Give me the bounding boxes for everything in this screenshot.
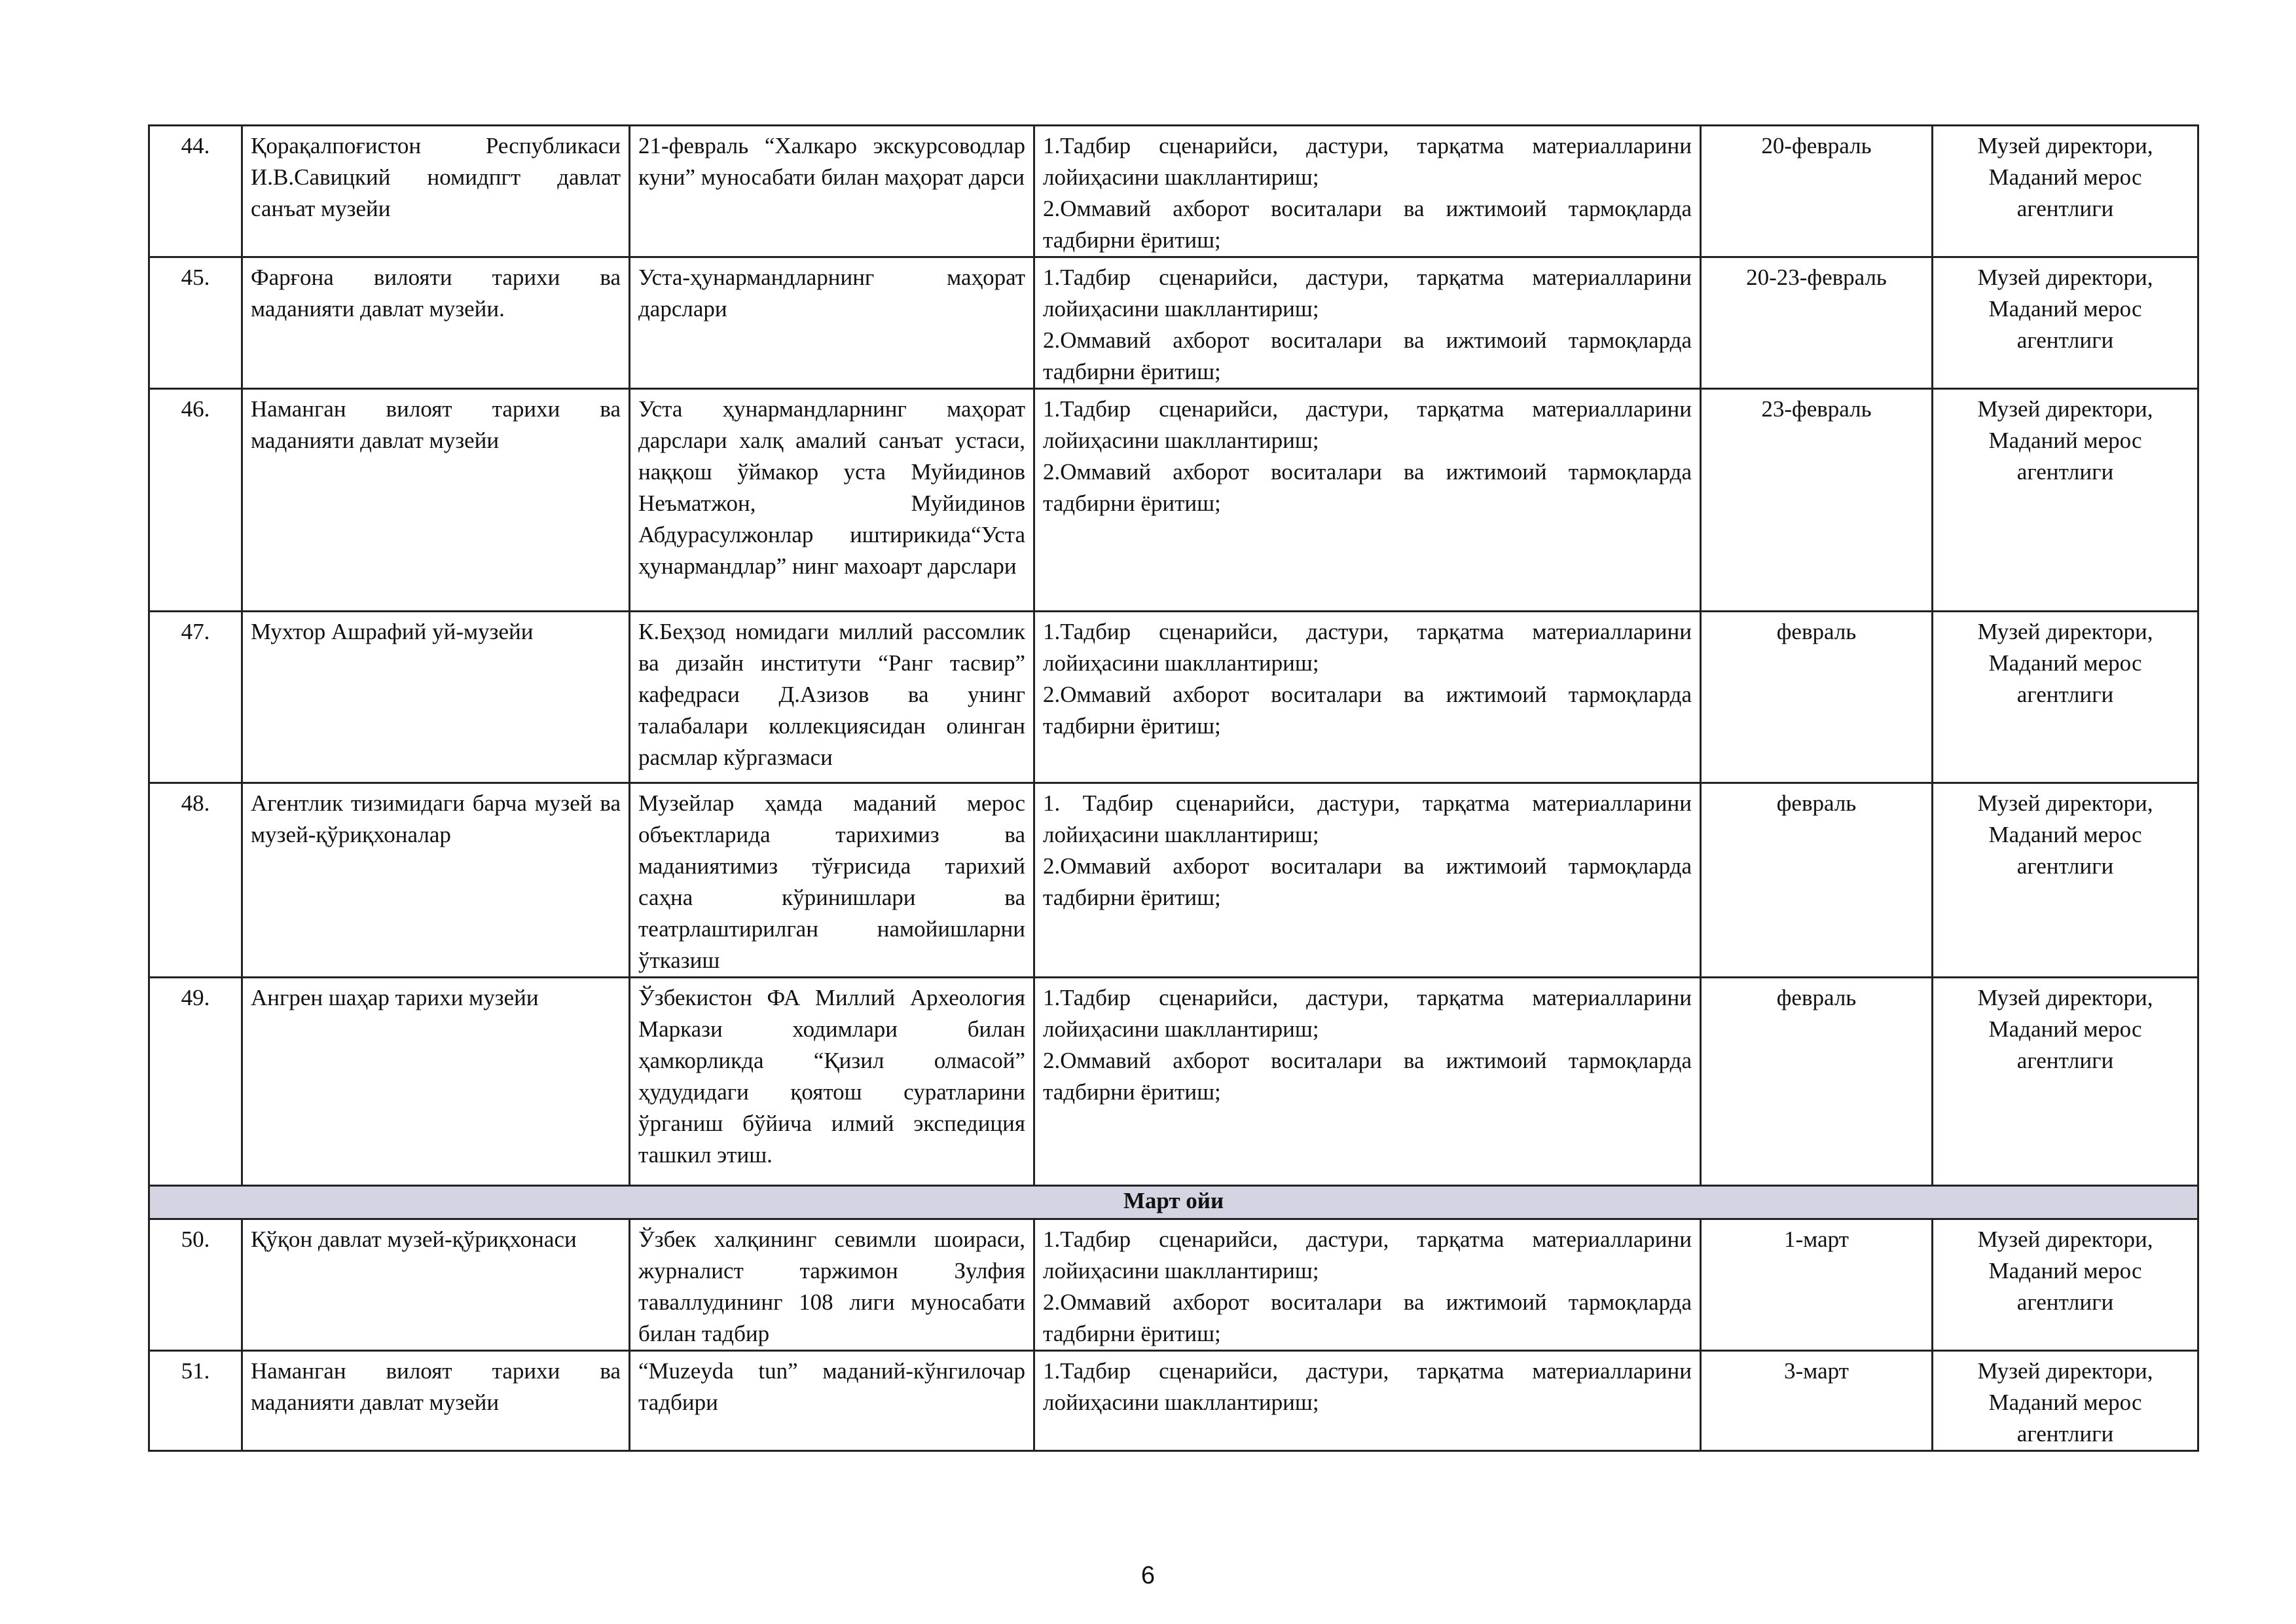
action-item: 1.Тадбир сценарийси, дастури, тарқатма материалларини лойиҳасини шакллантириш; — [1043, 133, 1692, 190]
actions — [1034, 978, 1701, 1186]
event-date: февраль — [1701, 612, 1933, 783]
month-header: Март ойи — [149, 1186, 2198, 1219]
row-number: 48. — [149, 783, 242, 978]
event-date: 1-март — [1701, 1219, 1933, 1351]
action-item: 1.Тадбир сценарийси, дастури, тарқатма материалларини лойиҳасини шакллантириш; — [1043, 1227, 1692, 1283]
responsible: Музей директори, Маданий мерос агентлиги — [1933, 257, 2198, 389]
table-row — [149, 389, 2198, 612]
action-item: 1.Тадбир сценарийси, дастури, тарқатма материалларини лойиҳасини шакллантириш; — [1043, 265, 1692, 322]
action-item: 2.Оммавий ахборот воситалари ва ижтимоий тармоқларда тадбирни ёритиш; — [1043, 1289, 1692, 1346]
responsible: Музей директори, Маданий мерос агентлиги — [1933, 978, 2198, 1186]
responsible: Музей директори, Маданий мерос агентлиги — [1933, 389, 2198, 612]
museum-name: Фарғона вилояти тарихи ва маданияти давлат музейи. — [242, 257, 630, 389]
event-date: февраль — [1701, 978, 1933, 1186]
event-date: 23-февраль — [1701, 389, 1933, 612]
action-item: 2.Оммавий ахборот воситалари ва ижтимоий тармоқларда тадбирни ёритиш; — [1043, 327, 1692, 384]
event-date: 20-февраль — [1701, 126, 1933, 257]
event-description: Ўзбекистон ФА Миллий Археология Маркази ходимлари билан ҳамкорликда “Қизил олмасой” ҳудудидаги қоятош суратларини ўрганиш бўйича илмий экспедиция ташкил этиш. — [630, 978, 1034, 1186]
table-body-march — [149, 1219, 2198, 1451]
event-description: “Muzeyda tun” маданий-кўнгилочар тадбири — [630, 1351, 1034, 1451]
event-description: Музейлар ҳамда маданий мерос объектларида тарихимиз ва маданиятимиз тўғрисида тарихий саҳна кўринишлари ва театрлаштирилган намойишларни ўтказиш — [630, 783, 1034, 978]
row-number: 44. — [149, 126, 242, 257]
event-description: Уста-ҳунармандларнинг маҳорат дарслари — [630, 257, 1034, 389]
action-item: 1. Тадбир сценарийси, дастури, тарқатма материалларини лойиҳасини шакллантириш; — [1043, 790, 1692, 847]
actions — [1034, 389, 1701, 612]
action-item: 2.Оммавий ахборот воситалари ва ижтимоий тармоқларда тадбирни ёритиш; — [1043, 196, 1692, 253]
museum-name: Қорақалпоғистон Республикаси И.В.Савицкий номидпгт давлат санъат музейи — [242, 126, 630, 257]
table-body-month-header — [149, 1186, 2198, 1219]
row-number: 46. — [149, 389, 242, 612]
row-number: 51. — [149, 1351, 242, 1451]
row-number: 49. — [149, 978, 242, 1186]
actions — [1034, 257, 1701, 389]
table-body-february — [149, 126, 2198, 1186]
responsible: Музей директори, Маданий мерос агентлиги — [1933, 783, 2198, 978]
actions — [1034, 612, 1701, 783]
table-row — [149, 612, 2198, 783]
row-number: 45. — [149, 257, 242, 389]
table-row — [149, 1219, 2198, 1351]
events-table — [148, 124, 2199, 1452]
actions — [1034, 1219, 1701, 1351]
museum-name: Мухтор Ашрафий уй-музейи — [242, 612, 630, 783]
action-item: 1.Тадбир сценарийси, дастури, тарқатма материалларини лойиҳасини шакллантириш; — [1043, 396, 1692, 453]
actions — [1034, 126, 1701, 257]
action-item: 1.Тадбир сценарийси, дастури, тарқатма материалларини лойиҳасини шакллантириш; — [1043, 1358, 1692, 1415]
table-row — [149, 783, 2198, 978]
event-description: Уста ҳунармандларнинг маҳорат дарслари халқ амалий санъат устаси, наққош ўймакор уста Муйидинов Неъматжон, Муйидинов Абдурасулжонлар иштирикида“Уста ҳунармандлар” нинг махоарт дарслари — [630, 389, 1034, 612]
museum-name: Ангрен шаҳар тарихи музейи — [242, 978, 630, 1186]
action-item: 2.Оммавий ахборот воситалари ва ижтимоий тармоқларда тадбирни ёритиш; — [1043, 459, 1692, 516]
actions — [1034, 783, 1701, 978]
responsible: Музей директори, Маданий мерос агентлиги — [1933, 1219, 2198, 1351]
museum-name: Қўқон давлат музей-қўриқхонаси — [242, 1219, 630, 1351]
page-number: 6 — [1140, 1562, 1156, 1589]
event-date: 3-март — [1701, 1351, 1933, 1451]
museum-name: Агентлик тизимидаги барча музей ва музей-қўриқхоналар — [242, 783, 630, 978]
row-number: 50. — [149, 1219, 242, 1351]
actions — [1034, 1351, 1701, 1451]
museum-name: Наманган вилоят тарихи ва маданияти давлат музейи — [242, 389, 630, 612]
table-row — [149, 126, 2198, 257]
action-item: 2.Оммавий ахборот воситалари ва ижтимоий тармоқларда тадбирни ёритиш; — [1043, 682, 1692, 739]
month-header-row — [149, 1186, 2198, 1219]
museum-name: Наманган вилоят тарихи ва маданияти давлат музейи — [242, 1351, 630, 1451]
table-row — [149, 257, 2198, 389]
event-date: 20-23-февраль — [1701, 257, 1933, 389]
responsible: Музей директори, Маданий мерос агентлиги — [1933, 612, 2198, 783]
event-description: Ўзбек халқининг севимли шоираси, журналист таржимон Зулфия таваллудининг 108 лиги муносабати билан тадбир — [630, 1219, 1034, 1351]
table-row — [149, 978, 2198, 1186]
action-item: 2.Оммавий ахборот воситалари ва ижтимоий тармоқларда тадбирни ёритиш; — [1043, 1048, 1692, 1105]
table-row — [149, 1351, 2198, 1451]
action-item: 1.Тадбир сценарийси, дастури, тарқатма материалларини лойиҳасини шакллантириш; — [1043, 619, 1692, 676]
action-item: 2.Оммавий ахборот воситалари ва ижтимоий тармоқларда тадбирни ёритиш; — [1043, 853, 1692, 910]
responsible: Музей директори, Маданий мерос агентлиги — [1933, 1351, 2198, 1451]
row-number: 47. — [149, 612, 242, 783]
action-item: 1.Тадбир сценарийси, дастури, тарқатма материалларини лойиҳасини шакллантириш; — [1043, 985, 1692, 1042]
event-date: февраль — [1701, 783, 1933, 978]
event-description: 21-февраль “Халкаро экскурсоводлар куни” муносабати билан маҳорат дарси — [630, 126, 1034, 257]
event-description: К.Беҳзод номидаги миллий рассомлик ва дизайн институти “Ранг тасвир” кафедраси Д.Азизов ва унинг талабалари коллекциясидан олинган расмлар кўргазмаси — [630, 612, 1034, 783]
responsible: Музей директори, Маданий мерос агентлиги — [1933, 126, 2198, 257]
